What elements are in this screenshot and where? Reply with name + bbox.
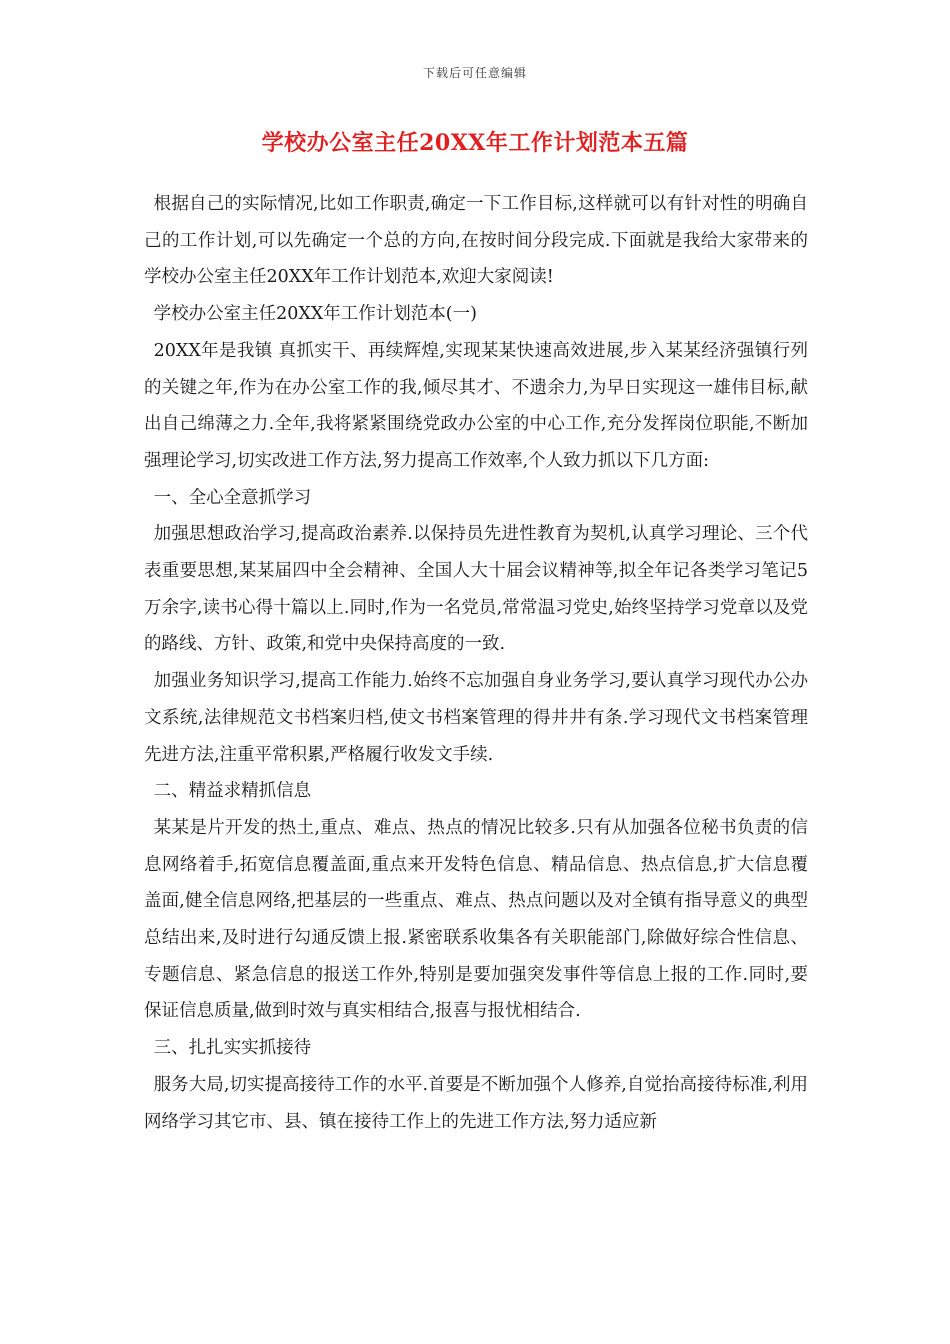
paragraph: 加强思想政治学习,提高政治素养.以保持员先进性教育为契机,认真学习理论、三个代表重要思想,某某届四中全会精神、全国人大十届会议精神等,拟全年记各类学习笔记5万余字,读书心得十篇以上.同时,作为一名党员,常常温习党史,始终坚持学习党章以及党的路线、方针、政策,和党中央保持高度的一致. bbox=[144, 524, 808, 655]
paragraph: 某某是片开发的热土,重点、难点、热点的情况比较多.只有从加强各位秘书负责的信息网络着手,拓宽信息覆盖面,重点来开发特色信息、精品信息、热点信息,扩大信息覆盖面,健全信息网络,把基层的一些重点、难点、热点问题以及对全镇有指导意义的典型总结出来,及时进行勾通反馈上报.紧密联系收集各有关职能部门,除做好综合性信息、专题信息、紧急信息的报送工作外,特别是要加强突发事件等信息上报的工作.同时,要保证信息质量,做到时效与真实相结合,报喜与报忧相结合. bbox=[144, 817, 808, 1022]
paragraph: 20XX年是我镇 真抓实干、再续辉煌,实现某某快速高效进展,步入某某经济强镇行列 的关键之年,作为在办公室工作的我,倾尽其才、不遗余力,为早日实现这一雄伟目标,献出自己绵薄之力.全年,我将紧紧围绕党政办公室的中心工作,充分发挥岗位职能,不断加强理论学习,切实改进工作方法,努力提高工作效率,个人致力抓以下几方面: bbox=[144, 340, 808, 471]
paragraph: 加强业务知识学习,提高工作能力.始终不忘加强自身业务学习,要认真学习现代办公办文系统,法律规范文书档案归档,使文书档案管理的得井井有条.学习现代文书档案管理先进方法,注重平常积累,严格履行收发文手续. bbox=[144, 671, 808, 765]
header-note: 下载后可任意编辑 bbox=[422, 66, 527, 80]
section-heading-study: 一、全心全意抓学习 bbox=[153, 487, 312, 508]
paragraph: 服务大局,切实提高接待工作的水平.首要是不断加强个人修养,自觉抬高接待标准,利用网络学习其它市、县、镇在接待工作上的先进工作方法,努力适应新 bbox=[144, 1074, 808, 1132]
section-heading-reception: 三、扎扎实实抓接待 bbox=[153, 1038, 312, 1059]
document-title: 学校办公室主任20XX年工作计划范本五篇 bbox=[261, 130, 689, 156]
document-body bbox=[144, 186, 808, 1140]
section-heading-information: 二、精益求精抓信息 bbox=[153, 781, 312, 802]
section-heading-template-1: 学校办公室主任20XX年工作计划范本(一) bbox=[153, 304, 477, 325]
paragraph-intro: 根据自己的实际情况,比如工作职责,确定一下工作目标,这样就可以有针对性的明确自己的工作计划,可以先确定一个总的方向,在按时间分段完成.下面就是我给大家带来的学校办公室主任20XX年工作计划范本,欢迎大家阅读! bbox=[144, 194, 808, 288]
